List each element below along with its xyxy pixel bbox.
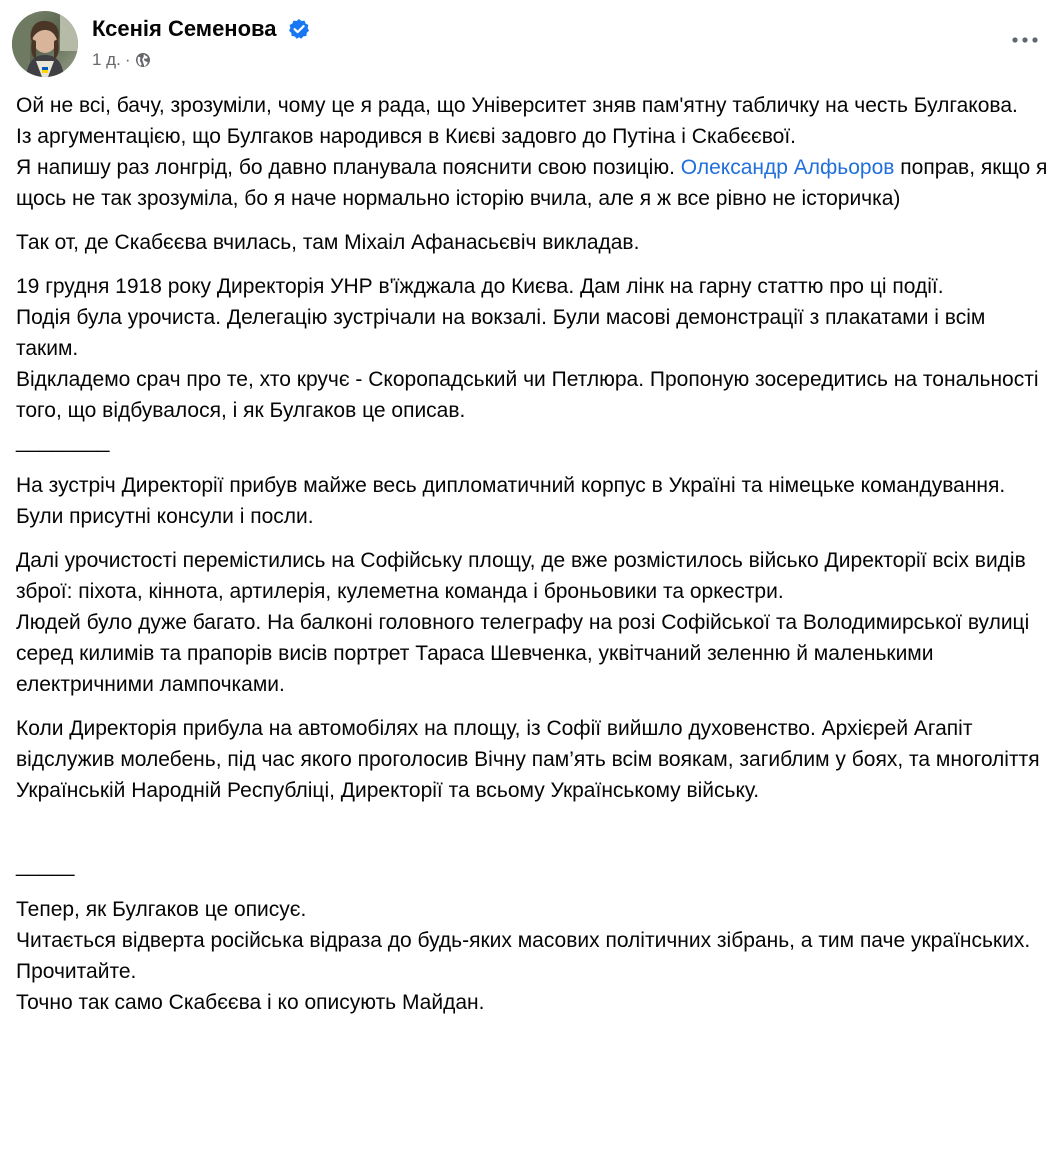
post-paragraph [16,850,1048,881]
text-separator: ________ [16,430,110,453]
post-paragraph [16,271,1048,457]
verified-badge-icon [288,18,310,40]
post-paragraph [16,227,1048,258]
post-body [16,90,1048,1031]
post-text: поправ, якщо я щось не так зрозуміла, бо я наче нормально історію вчила, але я ж все рівно не історичка) [16,156,1048,210]
post-paragraph [16,90,1048,214]
post-line: Далі урочистості перемістились на Софійську площу, де вже розмістилось військо Директорії всіх видів зброї: піхота, кіннота, артилерія, кулеметна команда і броньовики та оркестри. [16,549,1026,603]
blank-line [16,806,1048,837]
post-line: Людей було дуже багато. На балконі головного телеграфу на розі Софійської та Володимирської вулиці серед килимів та прапорів висів портрет Тараса Шевченка, уквітчаний зеленню й маленькими електричними лампочками. [16,611,1030,696]
post-paragraph [16,470,1048,532]
post-header [12,11,1047,77]
globe-icon[interactable] [135,52,151,68]
post-text: Я напишу раз лонгрід, бо давно планувала пояснити свою позицію. [16,156,675,179]
post-line [16,152,1048,214]
post-line: Коли Директорія прибула на автомобілях на площу, із Софії вийшло духовенство. Архієрей Агапіт відслужив молебень, під час якого проголосив Вічну пам’ять всім воякам, загиблим у боях, та многоліття Українській Народній Республіці, Директорії та всьому Українському війську. [16,717,1040,802]
post-line: На зустріч Директорії прибув майже весь дипломатичний корпус в Україні та німецьке командування. Були присутні консули і посли. [16,474,1006,528]
profile-photo [12,11,78,77]
post-line: Читається відверта російська відраза до будь-яких масових політичних зібрань, а тим паче українських. [16,929,1031,952]
meta-separator: · [124,50,131,69]
post-line: Подія була урочиста. Делегацію зустрічали на вокзалі. Були масові демонстрації з плакатами і всім таким. [16,306,986,360]
text-separator: _____ [16,854,75,877]
post-line: Тепер, як Булгаков це описує. [16,898,307,921]
post-paragraph [16,894,1048,1018]
mention-link[interactable]: Олександр Алфьоров [680,156,895,179]
post-line: 19 грудня 1918 року Директорія УНР в'їжджала до Києва. Дам лінк на гарну статтю про ці події. [16,275,944,298]
more-options-icon [1012,37,1038,43]
post-line: Із аргументацією, що Булгаков народився в Києві задовго до Путіна і Скабєєвої. [16,125,797,148]
author-avatar[interactable] [12,11,78,77]
post-line: Ой не всі, бачу, зрозуміли, чому це я рада, що Університет зняв пам'ятну табличку на честь Булгакова. [16,94,1018,117]
post-meta [92,49,151,71]
post-line: Так от, де Скабєєва вчилась, там Міхаіл Афанасьєвіч викладав. [16,231,640,254]
post-paragraph [16,545,1048,700]
post-line: Точно так само Скабєєва і ко описують Майдан. [16,991,485,1014]
post-line: Відкладемо срач про те, хто кручє - Скоропадський чи Петлюра. Пропоную зосередитись на тональності того, що відбувалося, і як Булгаков це описав. [16,368,1039,422]
author-name[interactable]: Ксенія Семенова [92,16,277,41]
more-options-button[interactable] [1003,25,1047,55]
post-paragraph [16,713,1048,837]
post-timestamp[interactable]: 1 д. [92,50,121,69]
post-line: Прочитайте. [16,960,137,983]
